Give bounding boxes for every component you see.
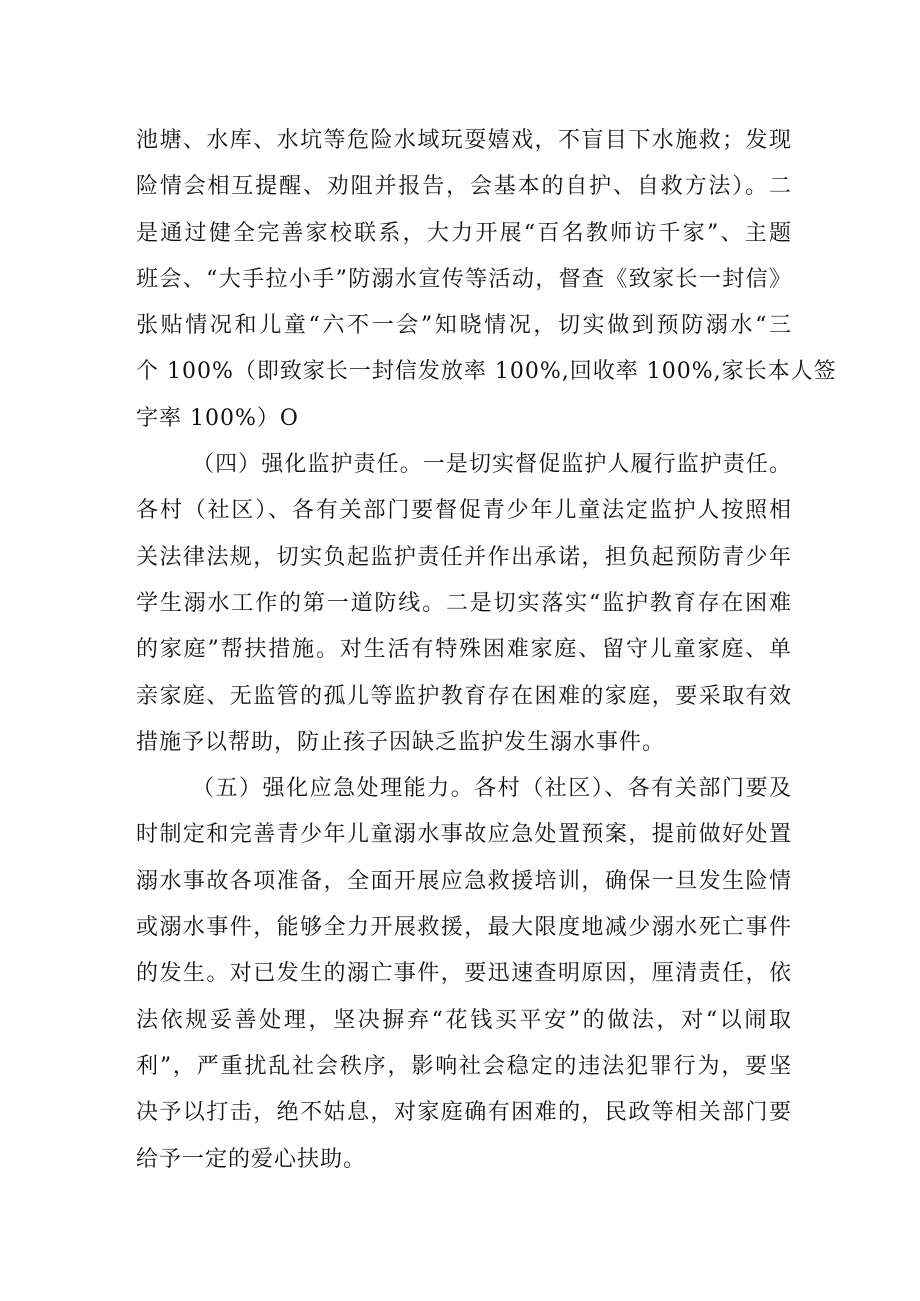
text-line: 措施予以帮助，防止孩子因缺乏监护发生溺水事件。 bbox=[136, 729, 666, 755]
text-line: 时制定和完善青少年儿童溺水事故应急处置预案，提前做好处置 bbox=[136, 822, 792, 848]
paragraph-emergency-response bbox=[136, 766, 792, 1183]
text-line: 亲家庭、无监管的孤儿等监护教育存在困难的家庭，要采取有效 bbox=[136, 683, 792, 709]
text-line: 的发生。对已发生的溺亡事件，要迅速查明原因，厘清责任，依 bbox=[136, 961, 792, 987]
text-line: 利”，严重扰乱社会秩序，影响社会稳定的违法犯罪行为，要坚 bbox=[136, 1053, 792, 1079]
document-body bbox=[136, 118, 837, 1183]
text-line: 决予以打击，绝不姑息，对家庭确有困难的，民政等相关部门要 bbox=[136, 1100, 792, 1126]
text-line: 班会、“大手拉小手”防溺水宣传等活动，督查《致家长一封信》 bbox=[136, 266, 792, 292]
text-line: 给予一定的爱心扶助。 bbox=[136, 1146, 367, 1172]
text-line: 池塘、水库、水坑等危险水域玩耍嬉戏，不盲目下水施救；发现 bbox=[136, 128, 792, 153]
text-line: （四）强化监护责任。一是切实督促监护人履行监护责任。 bbox=[192, 452, 792, 478]
text-line: 个 100%（即致家长一封信发放率 100%,回收率 100%,家长本人签 bbox=[136, 359, 837, 385]
text-line: 各村（社区）、各有关部门要督促青少年儿童法定监护人按照相 bbox=[136, 498, 792, 524]
text-line: 关法律法规，切实负起监护责任并作出承诺，担负起预防青少年 bbox=[136, 544, 792, 570]
text-line: 学生溺水工作的第一道防线。二是切实落实“监护教育存在困难 bbox=[136, 590, 792, 616]
paragraph-continuation bbox=[136, 118, 837, 442]
text-line: （五）强化应急处理能力。各村（社区）、各有关部门要及 bbox=[192, 776, 792, 802]
text-line: 是通过健全完善家校联系，大力开展“百名教师访千家”、主题 bbox=[136, 220, 792, 246]
text-line: 或溺水事件，能够全力开展救援，最大限度地减少溺水死亡事件 bbox=[136, 915, 792, 941]
text-line: 法依规妥善处理，坚决摒弃“花钱买平安”的做法，对“以闹取 bbox=[136, 1007, 792, 1033]
text-line: 的家庭”帮扶措施。对生活有特殊困难家庭、留守儿童家庭、单 bbox=[136, 637, 792, 663]
text-line: 险情会相互提醒、劝阻并报告，会基本的自护、自救方法）。二 bbox=[136, 174, 792, 200]
text-line: 溺水事故各项准备，全面开展应急救援培训，确保一旦发生险情 bbox=[136, 868, 792, 894]
text-line: 张贴情况和儿童“六不一会”知晓情况，切实做到预防溺水“三 bbox=[136, 313, 792, 339]
paragraph-supervision-responsibility bbox=[136, 442, 792, 766]
text-line: 字率 100%）O bbox=[136, 405, 299, 431]
